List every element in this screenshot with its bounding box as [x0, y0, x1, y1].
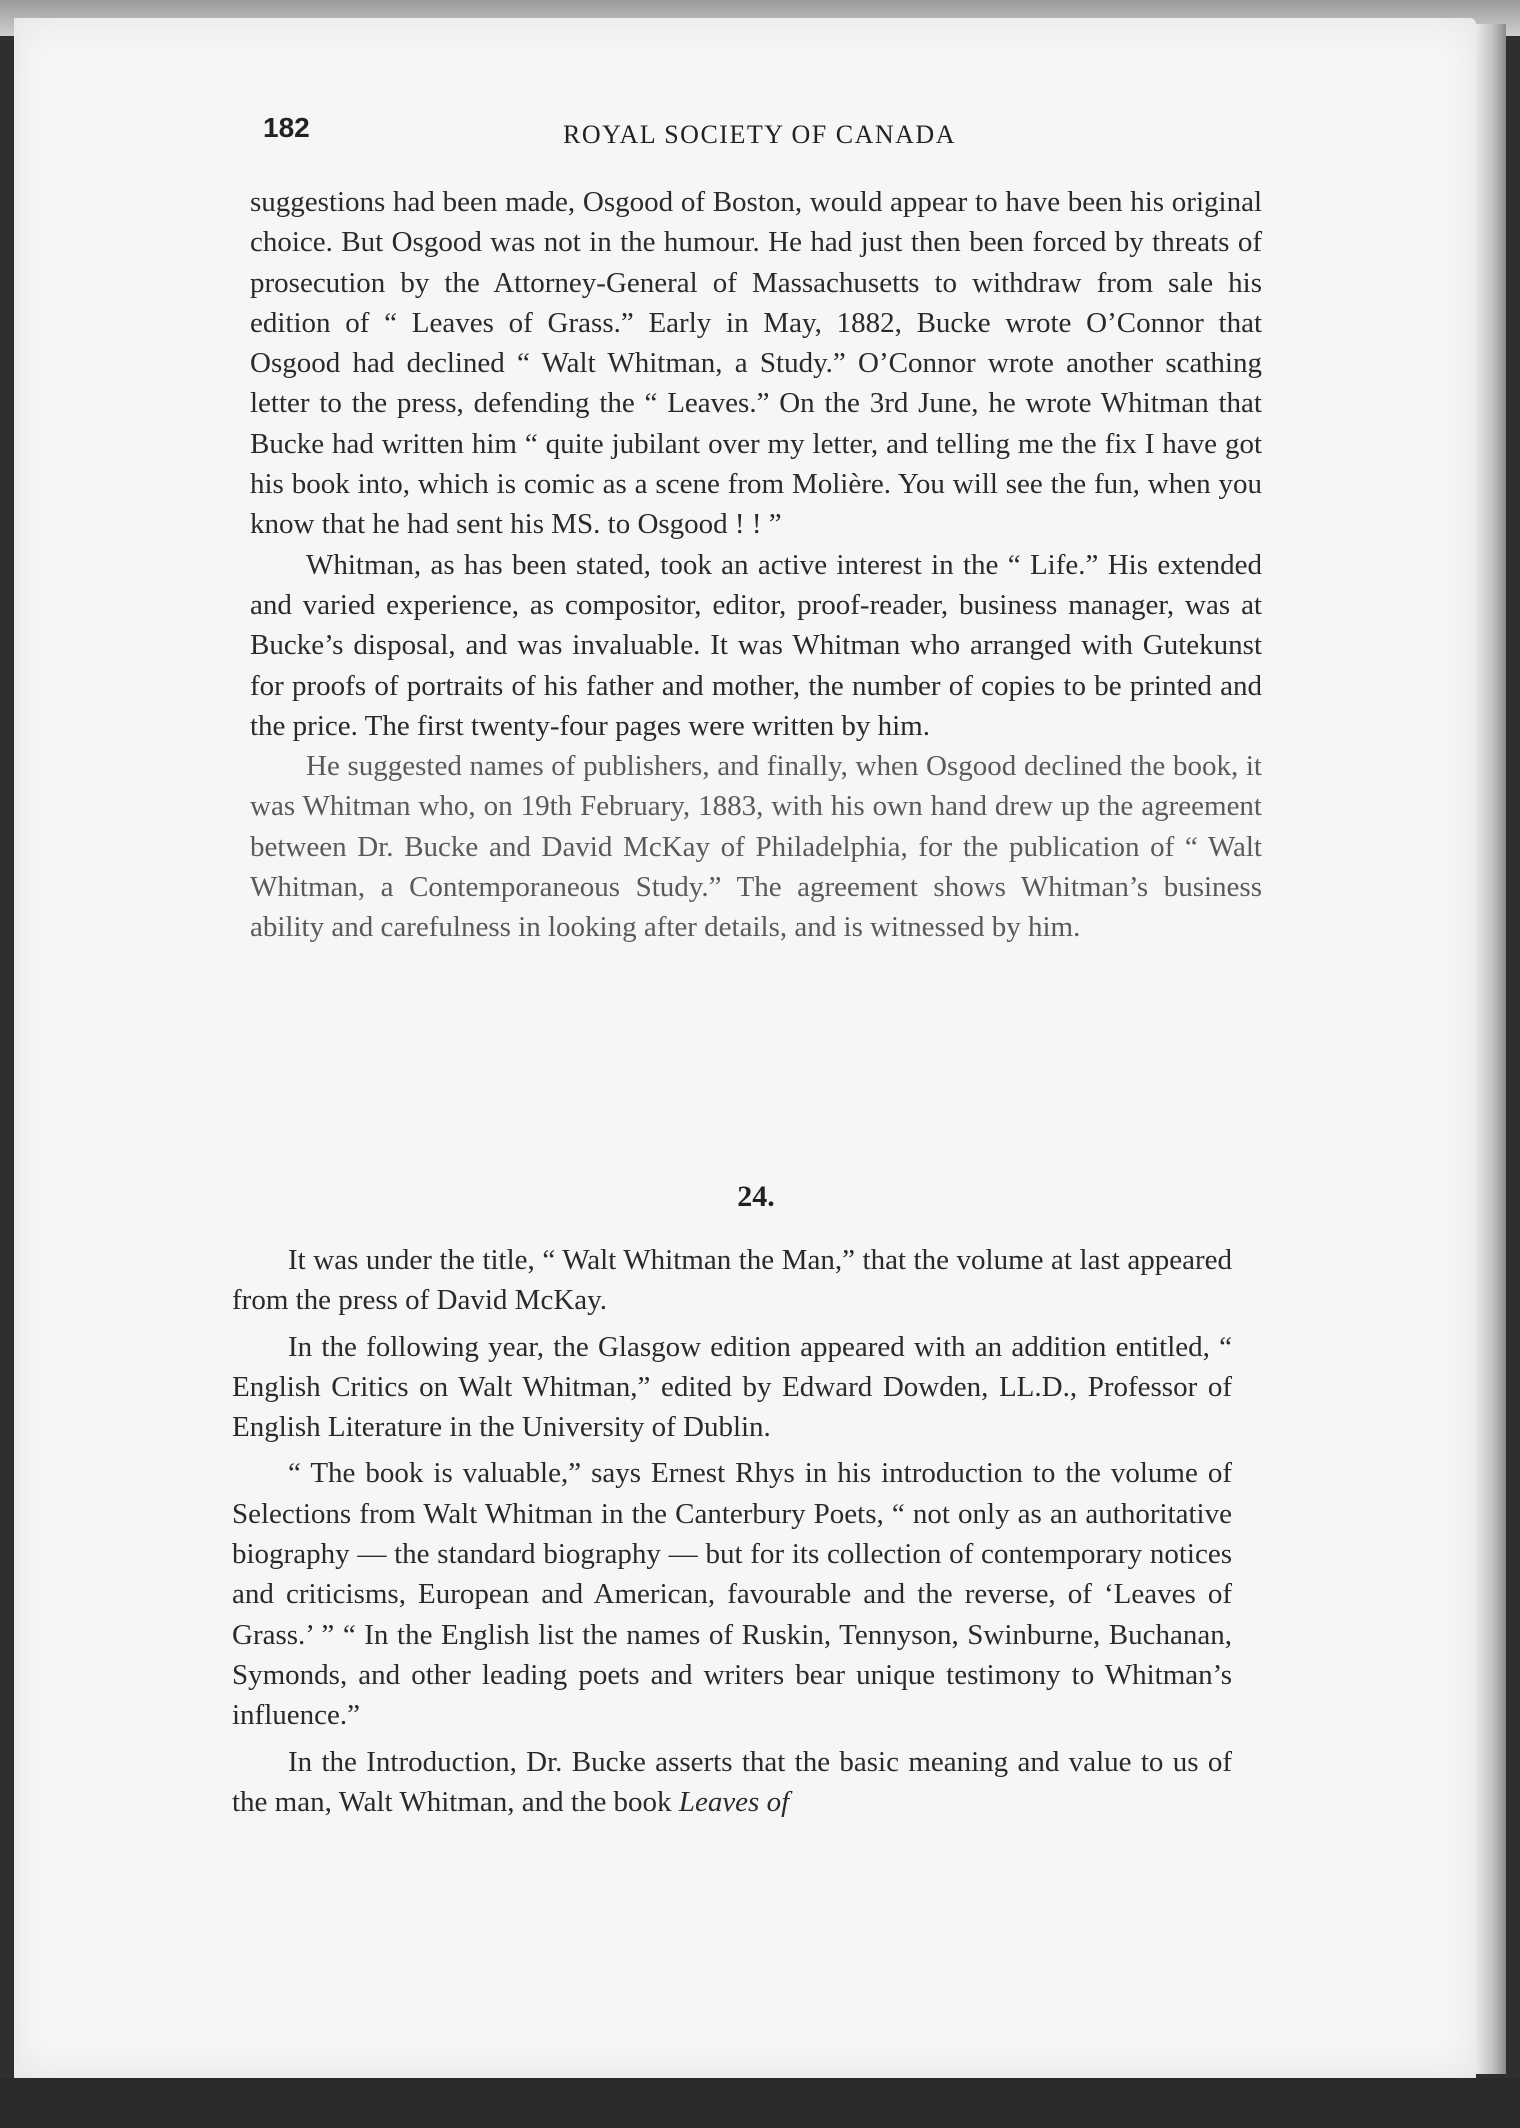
- running-head: ROYAL SOCIETY OF CANADA: [563, 120, 956, 149]
- italic-title: Leaves of: [678, 1785, 790, 1818]
- paragraph: He suggested names of publishers, and finally, when Osgood declined the book, it was Whitman who, on 19th February, 1883, with his own hand drew up the agreement between Dr. Bucke and David McKay of Philadelphia, for the publication of “ Walt Whitman, a Contemporaneous Study.” The agreement shows Whitman’s business ability and carefulness in looking after details, and is witnessed by him.: [250, 750, 1262, 944]
- scan-bottom-edge: [0, 2078, 1520, 2128]
- page-header: [263, 112, 1263, 162]
- page-number: 182: [263, 112, 310, 143]
- paragraph-text: In the Introduction, Dr. Bucke asserts that the basic meaning and value to us of the man, Walt Whitman, and the book: [232, 1745, 1232, 1818]
- page-edge-shadow: [1476, 24, 1506, 2074]
- paragraph: It was under the title, “ Walt Whitman the Man,” that the volume at last appeared from the press of David McKay.: [232, 1244, 1232, 1317]
- paragraph: Whitman, as has been stated, took an active interest in the “ Life.” His extended and varied experience, as compositor, editor, proof-reader, business manager, was at Bucke’s disposal, and was invaluable. It was Whitman who arranged with Gutekunst for proofs of portraits of his father and mother, the number of copies to be printed and the price. The first twenty-four pages were written by him.: [250, 548, 1262, 742]
- top-text-block: [250, 182, 1262, 948]
- bottom-text-block: [232, 1240, 1232, 1828]
- paragraph: [232, 1742, 1232, 1823]
- section-number: 24.: [737, 1180, 775, 1213]
- paragraph: In the following year, the Glasgow edition appeared with an addition entitled, “ English Critics on Walt Whitman,” edited by Edward Dowden, LL.D., Professor of English Literature in the University of Dublin.: [232, 1330, 1232, 1444]
- paragraph: “ The book is valuable,” says Ernest Rhys in his introduction to the volume of Selections from Walt Whitman in the Canterbury Poets, “ not only as an authoritative biography — the standard biography — but for its collection of contemporary notices and criticisms, European and American, favourable and the reverse, of ‘Leaves of Grass.’ ” “ In the English list the names of Ruskin, Tennyson, Swinburne, Buchanan, Symonds, and other leading poets and writers bear unique testimony to Whitman’s influence.”: [232, 1457, 1232, 1732]
- paragraph: suggestions had been made, Osgood of Boston, would appear to have been his original choice. But Osgood was not in the humour. He had just then been forced by threats of prosecution by the Attorney-General of Massachusetts to withdraw from sale his edition of “ Leaves of Grass.” Early in May, 1882, Bucke wrote O’Connor that Osgood had declined “ Walt Whitman, a Study.” O’Connor wrote another scathing letter to the press, defending the “ Leaves.” On the 3rd June, he wrote Whitman that Bucke had written him “ quite jubilant over my letter, and telling me the fix I have got his book into, which is comic as a scene from Molière. You will see the fun, when you know that he had sent his MS. to Osgood ! ! ”: [250, 186, 1262, 541]
